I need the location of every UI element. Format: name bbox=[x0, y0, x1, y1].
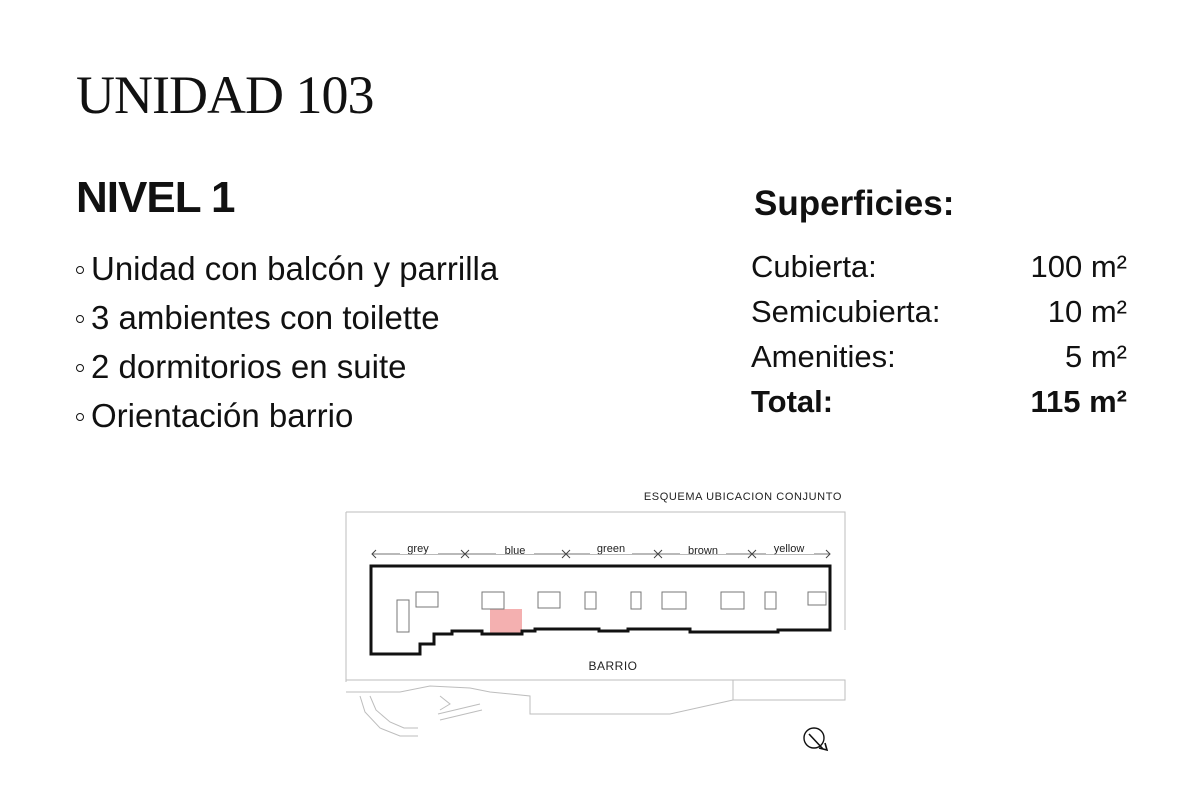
feature-item bbox=[76, 342, 498, 391]
surface-label: Cubierta: bbox=[751, 249, 877, 284]
surfaces-table bbox=[751, 244, 1127, 424]
site-plan-drawing bbox=[340, 482, 860, 772]
unit-title: UNIDAD 103 bbox=[76, 65, 374, 125]
feature-item bbox=[76, 391, 498, 440]
unit-highlight bbox=[490, 609, 522, 634]
bullet-icon bbox=[76, 413, 84, 421]
feature-item bbox=[76, 293, 498, 342]
area-label: BARRIO bbox=[588, 659, 638, 673]
bullet-icon bbox=[76, 266, 84, 274]
lot-outline bbox=[346, 512, 845, 630]
features-list bbox=[76, 244, 498, 440]
sector-label-brown: brown bbox=[688, 545, 718, 557]
surface-row-total bbox=[751, 379, 1127, 424]
surface-label: Amenities: bbox=[751, 339, 896, 374]
plan-title: ESQUEMA UBICACION CONJUNTO bbox=[643, 491, 842, 503]
surface-value: 5 m² bbox=[1065, 339, 1127, 374]
site-plan bbox=[340, 482, 860, 772]
feature-item bbox=[76, 244, 498, 293]
surface-row-semicubierta bbox=[751, 289, 1127, 334]
bullet-icon bbox=[76, 364, 84, 372]
feature-text: Orientación barrio bbox=[91, 397, 354, 434]
surface-total-label: Total: bbox=[751, 384, 834, 419]
sector-label-grey: grey bbox=[407, 543, 429, 555]
feature-text: Unidad con balcón y parrilla bbox=[91, 250, 499, 287]
bullet-icon bbox=[76, 315, 84, 323]
surface-row-amenities bbox=[751, 334, 1127, 379]
north-compass-icon bbox=[804, 728, 827, 750]
interior-blocks bbox=[397, 592, 826, 632]
sector-label-yellow: yellow bbox=[773, 543, 805, 555]
surface-label: Semicubierta: bbox=[751, 294, 941, 329]
surface-value: 100 m² bbox=[1030, 249, 1127, 284]
feature-text: 3 ambientes con toilette bbox=[91, 299, 440, 336]
surface-row-cubierta bbox=[751, 244, 1127, 289]
street-outline bbox=[346, 680, 845, 736]
feature-text: 2 dormitorios en suite bbox=[91, 348, 407, 385]
surface-total-value: 115 m² bbox=[1030, 384, 1127, 419]
building-footprint bbox=[371, 566, 830, 654]
surfaces-title: Superficies: bbox=[754, 184, 955, 223]
level-title: NIVEL 1 bbox=[76, 173, 235, 222]
sector-label-blue: blue bbox=[504, 545, 526, 557]
surface-value: 10 m² bbox=[1047, 294, 1127, 329]
sector-label-green: green bbox=[596, 543, 626, 555]
